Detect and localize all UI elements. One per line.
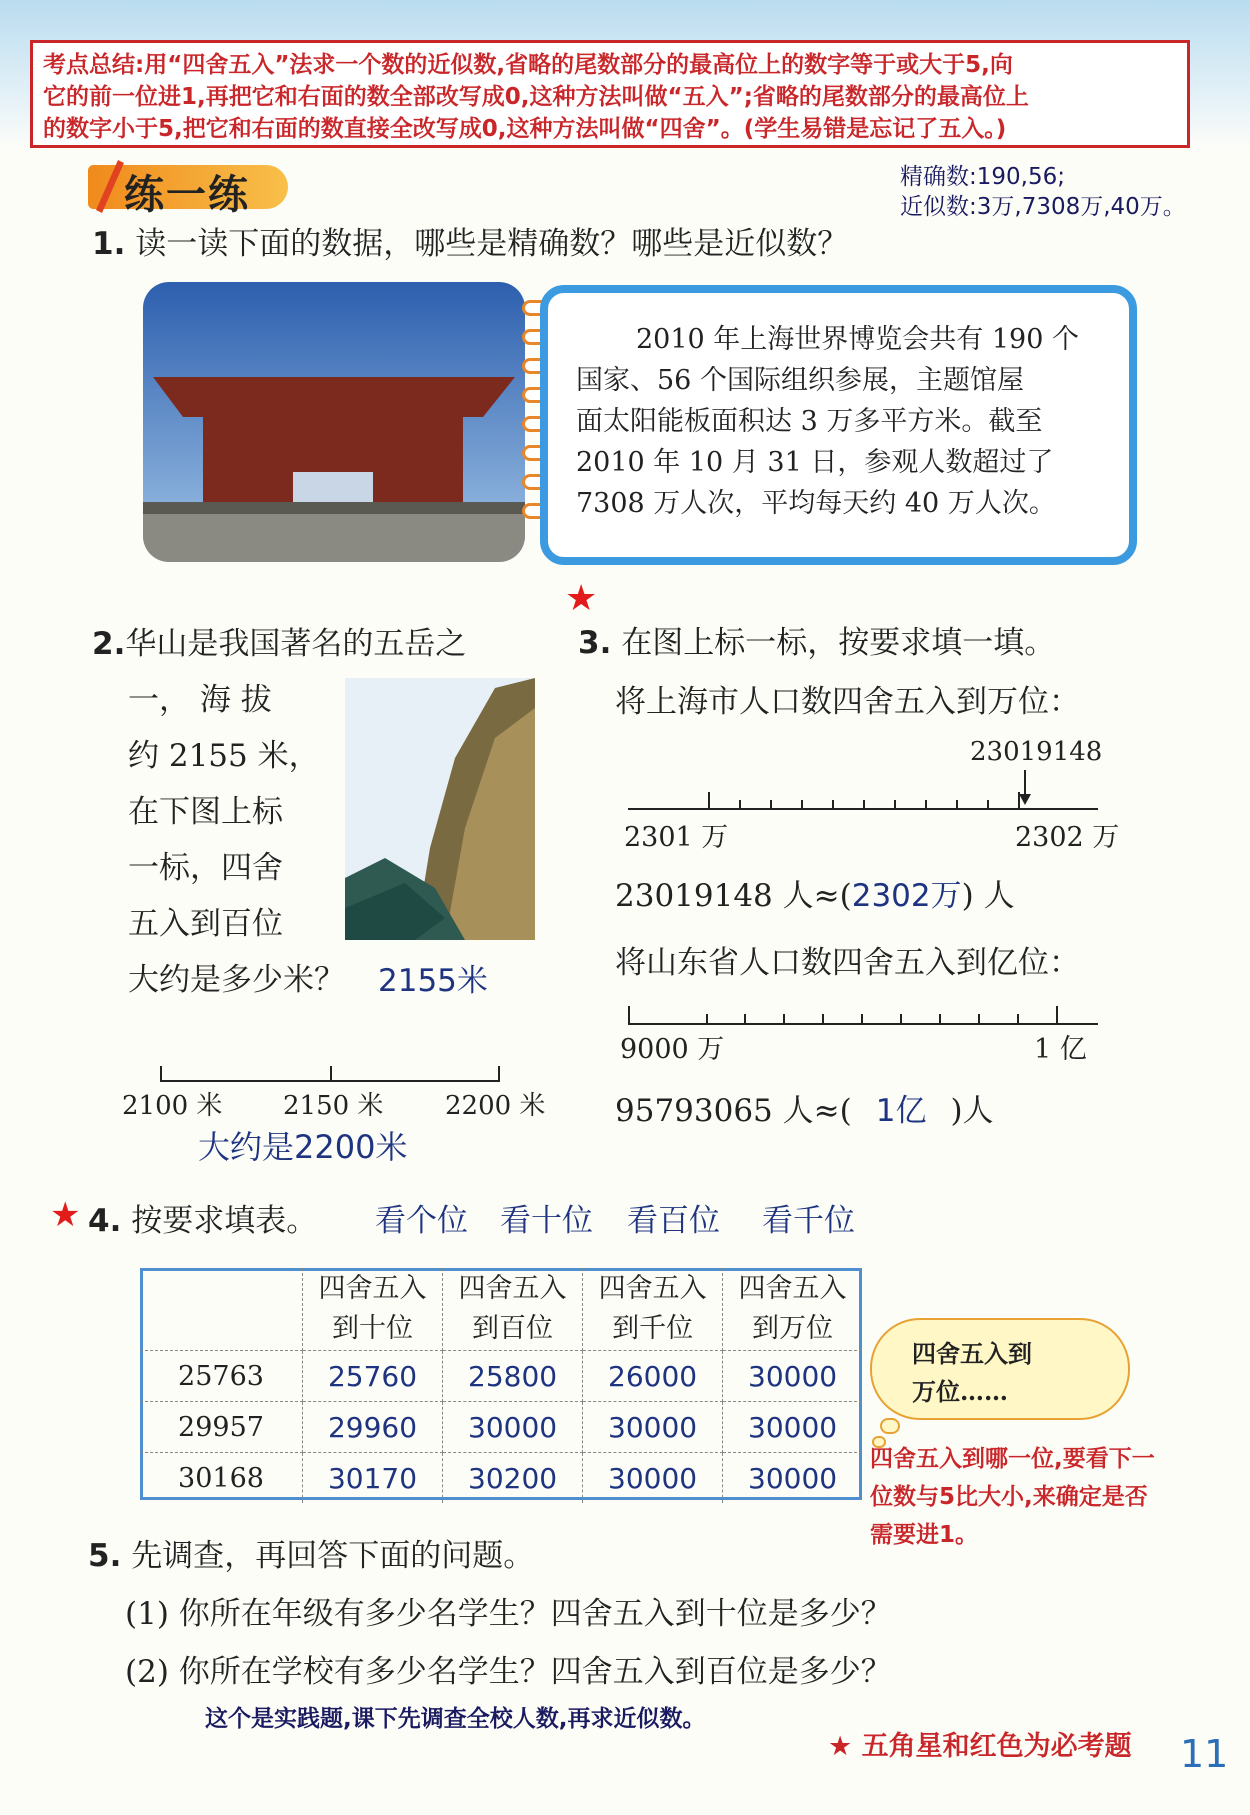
q2-ticks (160, 1066, 500, 1082)
q3-equation-2 (615, 1085, 994, 1130)
table-header-row (140, 1268, 862, 1351)
q3-eq2-prefix: 95793065 人≈( (615, 1093, 852, 1129)
q1-number: 1. (92, 226, 126, 262)
q3-number: 3. (578, 625, 612, 661)
q4-hint: 看百位 (627, 1203, 720, 1239)
table-cell-answer: 30170 (303, 1453, 443, 1504)
q4-hint: 看个位 (375, 1203, 468, 1239)
q4-question (88, 1195, 317, 1240)
table-header: 四舍五入 到百位 (443, 1268, 583, 1351)
q3-answer-2: 1亿 (875, 1093, 927, 1129)
table-header: 四舍五入 到十位 (303, 1268, 443, 1351)
q2-handwritten-mark: 2155米 (378, 963, 488, 999)
table-cell-answer: 30000 (748, 1461, 838, 1495)
tip-line: 需要进1。 (870, 1522, 979, 1548)
table-cell-answer: 30000 (723, 1351, 862, 1402)
pencil-icon (88, 155, 128, 215)
q2-line: 一标，四舍 (128, 850, 283, 886)
footer-star-note: ★ 五角星和红色为必考题 (828, 1731, 1132, 1762)
table-cell-answer: 25760 (303, 1351, 443, 1402)
q3-axis-right-1: 2302 万 (1015, 822, 1120, 853)
table-cell-number: 30168 (140, 1453, 303, 1504)
table-cell-number: 29957 (140, 1402, 303, 1453)
tip-line: 四舍五入到哪一位,要看下一 (870, 1446, 1155, 1472)
required-star-icon: ★ (50, 1195, 81, 1235)
q5-note: 这个是实践题,课下先调查全校人数,再求近似数。 (205, 1706, 706, 1732)
table-cell-answer: 30000 (583, 1402, 723, 1453)
q2-body (128, 672, 345, 1008)
table-corner (140, 1268, 303, 1351)
q1-question (92, 218, 848, 263)
practice-banner (88, 155, 288, 218)
q2-axis-label: 2200 米 (445, 1091, 546, 1121)
tip-line: 位数与5比大小,来确定是否 (870, 1484, 1148, 1510)
expo-passage-box (540, 285, 1137, 565)
table-row (140, 1402, 862, 1453)
q2-question (92, 617, 542, 672)
q3-axis-right-2: 1 亿 (1034, 1034, 1087, 1065)
q4-number: 4. (88, 1203, 122, 1239)
q4-hint: 看千位 (762, 1203, 855, 1239)
q5-number: 5. (88, 1538, 122, 1574)
q2-axis-label: 2150 米 (283, 1091, 384, 1121)
table-cell-answer: 25800 (443, 1351, 583, 1402)
q5-sub1: (1) 你所在年级有多少名学生？四舍五入到十位是多少？ (125, 1596, 892, 1632)
q4-hint: 看十位 (500, 1203, 593, 1239)
q3-ticks-2 (628, 1006, 1098, 1024)
q5-text: 先调查，再回答下面的问题。 (131, 1538, 535, 1574)
q4-tip (870, 1440, 1155, 1554)
table-cell-answer: 30200 (443, 1453, 583, 1504)
q2-line: 五入到百位 (128, 906, 283, 942)
q5-question (88, 1530, 534, 1575)
summary-line: 的数字小于5,把它和右面的数直接全改写成0,这种方法叫做“四舍”。(学生易错是忘记了五入。) (43, 116, 1007, 142)
q3-eq1-suffix: ) 人 (961, 878, 1015, 914)
q3-eq2-suffix: )人 (950, 1093, 994, 1129)
summary-line: 它的前一位进1,再把它和右面的数全部改写成0,这种方法叫做“五入”;省略的尾数部分的最高位上 (43, 84, 1029, 110)
passage-line: 2010 年 10 月 31 日，参观人数超过了 (576, 447, 1054, 478)
table-header: 四舍五入 到千位 (583, 1268, 723, 1351)
table-cell-answer: 30000 (583, 1453, 723, 1504)
q3-text: 在图上标一标，按要求填一填。 (621, 625, 1056, 661)
table-cell-answer: 26000 (583, 1351, 723, 1402)
q1-text: 读一读下面的数据，哪些是精确数？哪些是近似数？ (135, 226, 849, 262)
q2-axis-label: 2100 米 (122, 1091, 223, 1121)
q4-table (140, 1268, 862, 1503)
required-star-icon: ★ (565, 578, 598, 619)
summary-line: 考点总结:用“四舍五入”法求一个数的近似数,省略的尾数部分的最高位上的数字等于或大于5,向 (43, 52, 1013, 78)
table-row (140, 1453, 862, 1504)
table-row (140, 1351, 862, 1402)
q3-marker-label: 23019148 (970, 737, 1103, 767)
practice-title: 练一练 (124, 172, 250, 218)
q2-line: 一， 海 拔 (128, 682, 272, 718)
bubble-dot (880, 1418, 900, 1434)
bubble-line: 万位…… (912, 1377, 1008, 1406)
expo-pavilion-photo (143, 282, 525, 562)
q3-axis-left-1: 2301 万 (624, 822, 729, 853)
q3-eq1-prefix: 23019148 人≈( (615, 878, 852, 914)
table-cell-answer: 30000 (443, 1402, 583, 1453)
q4-text: 按要求填表。 (131, 1203, 318, 1239)
q3-answer-1: 2302万 (851, 878, 962, 914)
passage-line: 国家、56 个国际组织参展，主题馆屋 (576, 365, 1024, 396)
q2-number: 2. (92, 626, 126, 662)
q2-line: 大约是多少米？ (128, 962, 345, 998)
passage-line: 面太阳能板面积达 3 万多平方米。截至 (576, 406, 1043, 437)
q3-part1-prompt: 将上海市人口数四舍五入到万位： (615, 684, 1080, 720)
q2-answer: 大约是2200米 (198, 1128, 408, 1166)
table-header: 四舍五入 到万位 (723, 1268, 862, 1351)
thought-bubble (870, 1318, 1130, 1420)
bubble-line: 四舍五入到 (912, 1339, 1032, 1368)
q2-line: 约 2155 米， (128, 738, 320, 774)
q3-part2-prompt: 将山东省人口数四舍五入到亿位： (615, 945, 1080, 981)
q3-question (578, 617, 1055, 662)
q3-axis-left-2: 9000 万 (620, 1034, 725, 1065)
passage-line: 7308 万人次，平均每天约 40 万人次。 (576, 488, 1056, 519)
huashan-photo (345, 678, 535, 940)
summary-box (30, 40, 1190, 148)
q2-line: 华山是我国著名的五岳之 (125, 626, 467, 662)
q1-answer-exact: 精确数:190,56; (900, 164, 1065, 190)
q3-equation-1 (615, 870, 1015, 915)
passage-line: 2010 年上海世界博览会共有 190 个 (636, 324, 1079, 355)
q5-sub2: (2) 你所在学校有多少名学生？四舍五入到百位是多少？ (125, 1654, 892, 1690)
q3-ticks-1 (628, 792, 1098, 810)
table-cell-number: 25763 (140, 1351, 303, 1402)
q1-answer-approx: 近似数:3万,7308万,40万。 (900, 194, 1186, 220)
table-cell-answer: 30000 (723, 1402, 862, 1453)
table-cell-answer: 29960 (303, 1402, 443, 1453)
q2-line: 在下图上标 (128, 794, 283, 830)
page-number: 11 (1180, 1732, 1229, 1776)
